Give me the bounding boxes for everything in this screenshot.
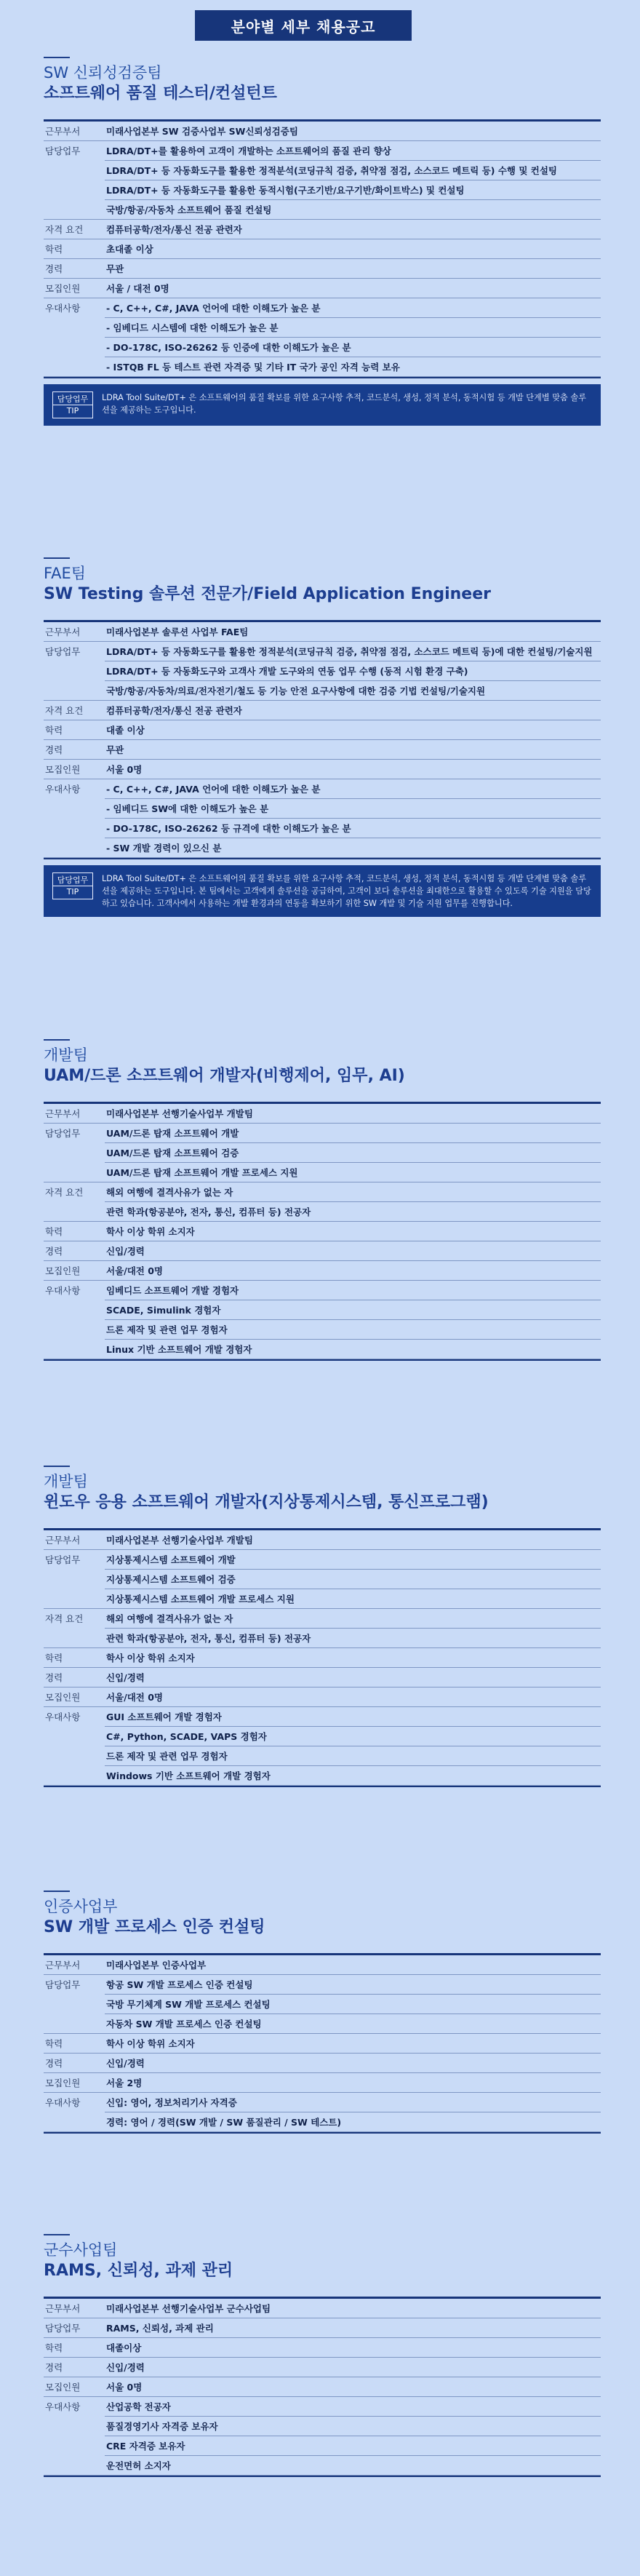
tip-text: LDRA Tool Suite/DT+ 은 소프트웨어의 품질 확보를 위한 요구사항 추적, 코드분석, 생성, 정적 분석, 동적시험 등 개발 단계별 맞춤 솔루션을 제공하는 도구입니다. 본 팀에서는 고객에게 솔루션을 공급하여, 고객이 보다 솔루션을 최대한으로 활용할 수 있도록 기술 지원을 담당하고 있습니다. 고객사에서 사용하는 개발 환경과의 연동을 확보하기 위한 SW 개발 및 기술 지원 업무를 진행합니다. [102,874,591,908]
row-value: 임베디드 소프트웨어 개발 경험자 [105,1281,601,1300]
job-detail-table [44,122,601,377]
table-row [44,838,601,858]
row-label [44,1570,105,1589]
row-label [44,1320,105,1340]
table-row [44,2436,601,2456]
table-row [44,1550,601,1570]
job-detail-table [44,622,601,858]
section-team-name: 개발팀 [44,1046,88,1064]
row-value: 자동차 SW 개발 프로세스 인증 컨설팅 [105,2014,601,2034]
table-row [44,2093,601,2112]
row-label [44,1143,105,1163]
row-value: 미래사업본부 선행기술사업부 개발팀 [105,1530,601,1550]
section-job-title: SW 개발 프로세스 인증 컨설팅 [44,1918,265,1936]
row-label: 학력 [44,1648,105,1668]
job-section [44,2234,601,2477]
tip-badge-top: 담당업무 [53,875,92,886]
table-row [44,1668,601,1687]
row-label: 경력 [44,740,105,760]
row-value: 무관 [105,259,601,279]
section-job-title: 윈도우 응용 소프트웨어 개발자(지상통제시스템, 통신프로그램) [44,1493,489,1511]
row-label [44,1340,105,1359]
row-label: 우대사항 [45,2401,81,2413]
row-value: - 임베디드 시스템에 대한 이해도가 높은 분 [105,318,601,338]
row-label: 모집인원 [44,279,105,298]
table-row [44,1975,601,1995]
row-label: 근무부서 [44,1104,105,1124]
job-section [44,57,601,426]
table-row [44,1202,601,1222]
row-label: 경력 [44,2358,105,2377]
table-row [44,1241,601,1261]
table-row [44,1995,601,2014]
row-value: 경력: 영어 / 경력(SW 개발 / SW 품질관리 / SW 테스트) [105,2112,601,2132]
row-value: 컴퓨터공학/전자/통신 전공 관련자 [105,701,601,720]
table-row [44,701,601,720]
row-value: 서울 / 대전 0명 [105,279,601,298]
row-label [44,819,105,838]
table-row [44,779,601,799]
table-row [44,1281,601,1300]
job-detail-table [44,1530,601,1786]
table-row [44,1570,601,1589]
table-row [44,200,601,220]
table-row [44,1766,601,1786]
row-value: GUI 소프트웨어 개발 경험자 [105,1707,601,1727]
table-row [44,1261,601,1281]
section-accent-bar [44,57,70,58]
row-value: 국방/항공/자동차/의료/전자전기/철도 등 기능 안전 요구사항에 대한 검증 기법 컨설팅/기술지원 [105,681,601,701]
row-label: 우대사항 [45,303,81,314]
row-label: 경력 [44,1241,105,1261]
tip-text: LDRA Tool Suite/DT+ 은 소프트웨어의 품질 확보를 위한 요구사항 추적, 코드분석, 생성, 정적 분석, 동적시험 등 개발 단계별 맞춤 솔루션을 제공하는 도구입니다. [102,393,587,415]
row-label [44,1629,105,1648]
table-row [44,239,601,259]
row-value: 국방 무기체계 SW 개발 프로세스 컨설팅 [105,1995,601,2014]
row-value: 학사 이상 학위 소지자 [105,2034,601,2054]
job-detail-table [44,1104,601,1359]
table-row [44,279,601,298]
row-value: 해외 여행에 결격사유가 없는 자 [105,1182,601,1202]
table-row [44,220,601,239]
row-value: 학사 이상 학위 소지자 [105,1222,601,1241]
table-row [44,2338,601,2358]
row-label: 학력 [44,239,105,259]
job-section [44,1466,601,1787]
row-label [44,200,105,220]
row-label: 우대사항 [45,1285,81,1297]
table-row [44,2112,601,2132]
table-row [44,1222,601,1241]
row-value: 초대졸 이상 [105,239,601,259]
row-value: 서울 0명 [105,760,601,779]
row-value: 서울/대전 0명 [105,1261,601,1281]
table-row [44,2073,601,2093]
row-label [44,681,105,701]
row-label [44,2436,105,2456]
row-label: 경력 [44,2054,105,2073]
section-job-title: RAMS, 신뢰성, 과제 관리 [44,2262,233,2280]
row-label: 모집인원 [44,2377,105,2397]
row-label [44,161,105,180]
row-value: 신입/경력 [105,2054,601,2073]
row-value: 컴퓨터공학/전자/통신 전공 관련자 [105,220,601,239]
row-value: 지상통제시스템 소프트웨어 개발 [105,1550,601,1570]
row-label [44,2014,105,2034]
row-value: SCADE, Simulink 경험자 [105,1300,601,1320]
row-value: 미래사업본부 SW 검증사업부 SW신뢰성검증팀 [105,122,601,141]
row-label: 자격 요건 [44,701,105,720]
table-row [44,141,601,161]
section-job-title: UAM/드론 소프트웨어 개발자(비행제어, 임무, AI) [44,1067,405,1085]
row-value: 서울 2명 [105,2073,601,2093]
section-team-name: 개발팀 [44,1473,88,1490]
tip-badge [52,391,93,418]
table-row [44,2456,601,2476]
row-value: 대졸이상 [105,2338,601,2358]
table-bottom-rule [44,858,601,859]
row-label: 담당업무 [45,146,81,157]
job-section [44,1039,601,1361]
table-row [44,1955,601,1975]
row-value: 국방/항공/자동차 소프트웨어 품질 컨설팅 [105,200,601,220]
row-label [44,338,105,357]
row-label: 우대사항 [45,784,81,795]
row-label: 우대사항 [45,2097,81,2109]
table-row [44,1707,601,1727]
row-label: 근무부서 [44,1955,105,1975]
row-value: 항공 SW 개발 프로세스 인증 컨설팅 [105,1975,601,1995]
section-team-name: FAE팀 [44,565,87,582]
row-label: 담당업무 [45,1979,81,1991]
row-value: LDRA/DT+ 등 자동화도구와 고객사 개발 도구와의 연동 업무 수행 (동적 시험 환경 구축) [105,661,601,681]
table-row [44,642,601,661]
tip-badge-bottom: TIP [66,887,79,897]
row-value: 미래사업본부 솔루션 사업부 FAE팀 [105,622,601,642]
table-row [44,1746,601,1766]
section-accent-bar [44,1466,70,1467]
row-value: 미래사업본부 선행기술사업부 개발팀 [105,1104,601,1124]
section-accent-bar [44,557,70,559]
job-detail-table [44,2299,601,2476]
section-team-name: 인증사업부 [44,1898,118,1915]
table-row [44,259,601,279]
row-value: 신입/경력 [105,1668,601,1687]
row-label [44,318,105,338]
row-value: 신입/경력 [105,1241,601,1261]
table-row [44,1589,601,1609]
table-row [44,760,601,779]
row-label: 근무부서 [44,622,105,642]
table-row [44,661,601,681]
table-row [44,2014,601,2034]
table-row [44,720,601,740]
tip-badge [52,872,93,899]
table-row [44,1727,601,1746]
row-label [44,1766,105,1786]
table-row [44,681,601,701]
row-label: 모집인원 [44,760,105,779]
row-label: 학력 [44,2034,105,2054]
table-row [44,2417,601,2436]
table-row [44,2377,601,2397]
table-row [44,1104,601,1124]
table-row [44,338,601,357]
row-value: 산업공학 전공자 [105,2397,601,2417]
row-value: RAMS, 신뢰성, 과제 관리 [105,2318,601,2338]
section-accent-bar [44,1039,70,1041]
table-row [44,298,601,318]
row-value: 드론 제작 및 관련 업무 경험자 [105,1320,601,1340]
row-value: 미래사업본부 인증사업부 [105,1955,601,1975]
row-value: - DO-178C, ISO-26262 등 인증에 대한 이해도가 높은 분 [105,338,601,357]
row-value: 지상통제시스템 소프트웨어 검증 [105,1570,601,1589]
table-row [44,122,601,141]
row-label [44,1300,105,1320]
row-label: 근무부서 [44,2299,105,2318]
table-row [44,1609,601,1629]
table-row [44,2358,601,2377]
page-title: 분야별 세부 채용공고 [195,10,412,41]
table-bottom-rule [44,1786,601,1787]
row-label [44,1746,105,1766]
section-accent-bar [44,2234,70,2235]
table-row [44,1530,601,1550]
row-value: 드론 제작 및 관련 업무 경험자 [105,1746,601,1766]
table-bottom-rule [44,1359,601,1361]
row-value: UAM/드론 탑재 소프트웨어 개발 [105,1124,601,1143]
row-value: LDRA/DT+ 등 자동화도구를 활용한 정적분석(코딩규칙 검증, 취약점 점검, 소스코드 메트릭 등) 수행 및 컨설팅 [105,161,601,180]
job-section [44,1891,601,2134]
row-label: 모집인원 [44,1687,105,1707]
row-label: 자격 요건 [44,220,105,239]
table-row [44,357,601,377]
row-value: - DO-178C, ISO-26262 등 규격에 대한 이해도가 높은 분 [105,819,601,838]
row-value: 지상통제시스템 소프트웨어 개발 프로세스 지원 [105,1589,601,1609]
row-label [44,2456,105,2476]
row-label: 경력 [44,259,105,279]
table-row [44,2054,601,2073]
table-row [44,740,601,760]
tip-badge-top: 담당업무 [53,394,92,405]
row-value: 무관 [105,740,601,760]
section-accent-bar [44,1891,70,1892]
table-bottom-rule [44,2132,601,2134]
table-row [44,1143,601,1163]
table-row [44,161,601,180]
row-value: 신입/경력 [105,2358,601,2377]
row-value: LDRA/DT+ 등 자동화도구를 활용한 동적시험(구조기반/요구기반/화이트박스) 및 컨설팅 [105,180,601,200]
row-label: 담당업무 [45,1554,81,1566]
table-row [44,180,601,200]
tip-box [44,384,601,426]
table-row [44,1629,601,1648]
row-value: LDRA/DT+를 활용하여 고객이 개발하는 소프트웨어의 품질 관리 향상 [105,141,601,161]
section-job-title: SW Testing 솔루션 전문가/Field Application Engineer [44,585,491,603]
table-row [44,2034,601,2054]
row-label: 근무부서 [44,122,105,141]
table-row [44,1124,601,1143]
row-value: 관련 학과(항공분야, 전자, 통신, 컴퓨터 등) 전공자 [105,1202,601,1222]
job-detail-table [44,1955,601,2132]
table-bottom-rule [44,2476,601,2477]
table-row [44,318,601,338]
row-label [44,357,105,377]
table-row [44,1182,601,1202]
row-label [44,1727,105,1746]
table-bottom-rule [44,377,601,378]
row-label: 담당업무 [44,2318,105,2338]
row-value: Linux 기반 소프트웨어 개발 경험자 [105,1340,601,1359]
row-value: UAM/드론 탑재 소프트웨어 검증 [105,1143,601,1163]
table-row [44,1687,601,1707]
tip-badge-bottom: TIP [66,406,79,416]
row-label: 우대사항 [45,1712,81,1723]
table-row [44,1340,601,1359]
row-label [44,661,105,681]
row-value: 품질경영기사 자격증 보유자 [105,2417,601,2436]
row-label [44,1589,105,1609]
row-value: 신입: 영어, 정보처리기사 자격증 [105,2093,601,2112]
table-row [44,1648,601,1668]
row-label [44,2112,105,2132]
row-label: 자격 요건 [45,1187,84,1198]
row-value: LDRA/DT+ 등 자동화도구를 활용한 정적분석(코딩규칙 검증, 취약점 점검, 소스코드 메트릭 등)에 대한 컨설팅/기술지원 [105,642,601,661]
table-row [44,622,601,642]
table-row [44,2318,601,2338]
row-value: CRE 자격증 보유자 [105,2436,601,2456]
row-label: 담당업무 [45,646,81,658]
row-value: - 임베디드 SW에 대한 이해도가 높은 분 [105,799,601,819]
row-label: 학력 [44,1222,105,1241]
row-label: 모집인원 [44,2073,105,2093]
row-value: - C, C++, C#, JAVA 언어에 대한 이해도가 높은 분 [105,779,601,799]
row-label: 학력 [44,720,105,740]
row-value: Windows 기반 소프트웨어 개발 경험자 [105,1766,601,1786]
tip-box [44,865,601,917]
row-value: 학사 이상 학위 소지자 [105,1648,601,1668]
row-value: - SW 개발 경력이 있으신 분 [105,838,601,858]
row-value: 관련 학과(항공분야, 전자, 통신, 컴퓨터 등) 전공자 [105,1629,601,1648]
row-value: 미래사업본부 선행기술사업부 군수사업팀 [105,2299,601,2318]
row-label: 모집인원 [44,1261,105,1281]
table-row [44,2299,601,2318]
table-row [44,1163,601,1182]
table-row [44,1300,601,1320]
row-value: 해외 여행에 결격사유가 없는 자 [105,1609,601,1629]
row-value: 서울/대전 0명 [105,1687,601,1707]
row-value: - C, C++, C#, JAVA 언어에 대한 이해도가 높은 분 [105,298,601,318]
row-label [44,1163,105,1182]
row-value: 서울 0명 [105,2377,601,2397]
row-label: 자격 요건 [45,1613,84,1625]
table-row [44,799,601,819]
row-label [44,180,105,200]
row-label [44,2417,105,2436]
row-label: 담당업무 [45,1128,81,1140]
section-team-name: SW 신뢰성검증팀 [44,64,162,82]
row-value: 운전면허 소지자 [105,2456,601,2476]
section-job-title: 소프트웨어 품질 테스터/컨설턴트 [44,84,277,103]
row-label: 근무부서 [44,1530,105,1550]
table-row [44,2397,601,2417]
row-label [44,1995,105,2014]
table-row [44,819,601,838]
section-team-name: 군수사업팀 [44,2241,118,2259]
table-row [44,1320,601,1340]
row-label: 경력 [44,1668,105,1687]
row-label [44,838,105,858]
row-label [44,1202,105,1222]
row-value: C#, Python, SCADE, VAPS 경험자 [105,1727,601,1746]
row-value: UAM/드론 탑재 소프트웨어 개발 프로세스 지원 [105,1163,601,1182]
row-label: 학력 [44,2338,105,2358]
job-section [44,557,601,917]
row-label [44,799,105,819]
row-value: 대졸 이상 [105,720,601,740]
row-value: - ISTQB FL 등 테스트 관련 자격증 및 기타 IT 국가 공인 자격 능력 보유 [105,357,601,377]
